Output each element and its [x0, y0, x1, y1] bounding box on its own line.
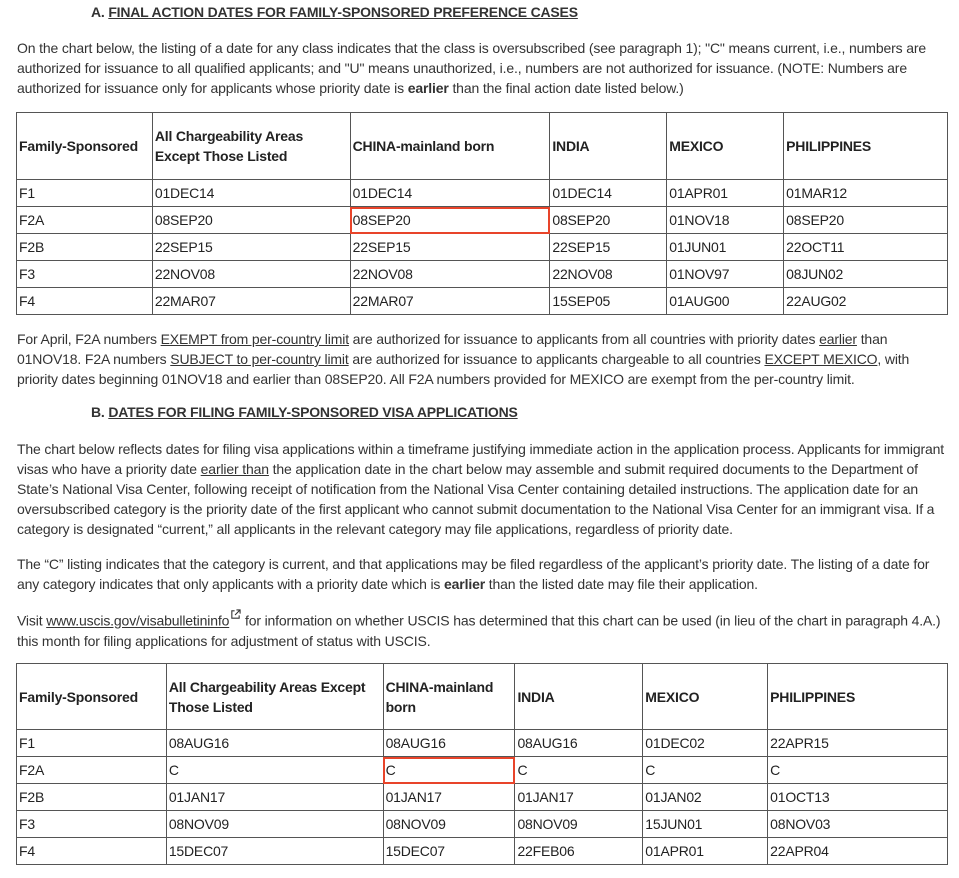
final-action-dates-table — [16, 112, 948, 315]
date-cell: 08JUN02 — [784, 261, 948, 288]
date-cell: 08AUG16 — [515, 730, 643, 757]
category-cell: F4 — [17, 288, 153, 315]
header-cell: All Chargeability Areas Except Those Listed — [152, 113, 350, 180]
date-cell: 01APR01 — [643, 838, 768, 865]
date-cell: 01JAN02 — [643, 784, 768, 811]
date-cell: 01JAN17 — [515, 784, 643, 811]
date-cell: 01APR01 — [667, 180, 784, 207]
date-cell: 08AUG16 — [383, 730, 515, 757]
bold-text: earlier — [407, 80, 449, 96]
table-header-row — [17, 664, 948, 730]
table-row — [17, 234, 948, 261]
text-run: than the listed date may file their application. — [485, 576, 758, 592]
date-cell: 15JUN01 — [643, 811, 768, 838]
date-cell: 01NOV18 — [667, 207, 784, 234]
date-cell: 01NOV97 — [667, 261, 784, 288]
section-b-paragraph-3 — [17, 609, 945, 651]
date-cell: 15DEC07 — [166, 838, 383, 865]
header-cell: All Chargeability Areas Except Those Listed — [166, 664, 383, 730]
header-cell: MEXICO — [643, 664, 768, 730]
date-cell: 01MAR12 — [784, 180, 948, 207]
table-header-row — [17, 113, 948, 180]
text-run: than 01NOV18. F2A numbers — [17, 331, 888, 367]
date-cell: 08NOV09 — [383, 811, 515, 838]
date-cell: 22APR15 — [768, 730, 948, 757]
section-b-paragraph-2 — [17, 554, 945, 594]
date-cell: 08AUG16 — [166, 730, 383, 757]
underlined-text: EXEMPT from per-country limit — [160, 331, 349, 347]
text-run: are authorized for issuance to applicants from all countries with priority dates — [348, 331, 820, 347]
date-cell: 15DEC07 — [383, 838, 515, 865]
category-cell: F2A — [17, 207, 153, 234]
date-cell: 01DEC14 — [350, 180, 550, 207]
date-cell: C — [768, 757, 948, 784]
category-cell: F3 — [17, 261, 153, 288]
external-link-icon — [230, 609, 241, 620]
text-run: On the chart below, the listing of a date for any class indicates that the class is oversubscribed (see paragraph 1); "C" means current, i.e., numbers are authorized for issuance to all qualified applicants; and "U" means unauthorized, i.e., numbers are not authorized for issuance. (NOTE: Numbers are authorized for issuance only for applicants whose priority date is — [17, 40, 926, 96]
section-a-label: A. — [91, 4, 105, 20]
date-cell: 08NOV09 — [515, 811, 643, 838]
section-a-heading — [91, 4, 578, 20]
text-run: the application date in the chart below may assemble and submit required documents to the Department of State’s National Visa Center, following receipt of notification from the National Visa Center containing detailed instructions. The application date for an oversubscribed category is the priority date of the first applicant who cannot submit documentation to the National Visa Center for an immigrant visa. If a category is designated “current,” all applicants in the relevant category may file applications, regardless of priority date. — [17, 461, 935, 537]
section-b-title: DATES FOR FILING FAMILY-SPONSORED VISA APPLICATIONS — [108, 404, 518, 420]
date-cell: 22OCT11 — [784, 234, 948, 261]
text-run: For April, F2A numbers — [17, 331, 161, 347]
date-cell: 22NOV08 — [550, 261, 667, 288]
date-cell: C — [515, 757, 643, 784]
header-cell: INDIA — [515, 664, 643, 730]
date-cell: 15SEP05 — [550, 288, 667, 315]
date-cell: 08NOV03 — [768, 811, 948, 838]
date-cell: C — [643, 757, 768, 784]
date-cell: 22SEP15 — [152, 234, 350, 261]
table-row — [17, 207, 948, 234]
date-cell: 08SEP20 — [152, 207, 350, 234]
date-cell: C — [166, 757, 383, 784]
underlined-text: earlier — [819, 331, 857, 347]
date-cell: C — [383, 757, 515, 784]
category-cell: F1 — [17, 180, 153, 207]
category-cell: F1 — [17, 730, 167, 757]
table-row — [17, 811, 948, 838]
category-cell: F2A — [17, 757, 167, 784]
date-cell: 01JAN17 — [166, 784, 383, 811]
date-cell: 22AUG02 — [784, 288, 948, 315]
header-cell: Family-Sponsored — [17, 664, 167, 730]
visa-bulletin-info-link[interactable]: www.uscis.gov/visabulletininfo — [46, 612, 230, 629]
table-row — [17, 180, 948, 207]
date-cell: 08NOV09 — [166, 811, 383, 838]
header-cell: CHINA-mainland born — [383, 664, 515, 730]
underlined-text: EXCEPT MEXICO — [764, 351, 878, 367]
date-cell: 08SEP20 — [350, 207, 550, 234]
date-cell: 22MAR07 — [350, 288, 550, 315]
text-run: are authorized for issuance to applicants chargeable to all countries — [348, 351, 765, 367]
section-b-paragraph-1 — [17, 439, 945, 539]
date-cell: 22FEB06 — [515, 838, 643, 865]
date-cell: 22SEP15 — [550, 234, 667, 261]
date-cell: 08SEP20 — [784, 207, 948, 234]
dates-for-filing-table — [16, 663, 948, 865]
date-cell: 22SEP15 — [350, 234, 550, 261]
date-cell: 01DEC14 — [550, 180, 667, 207]
text-run: , with priority dates beginning 01NOV18 and earlier than 08SEP20. All F2A numbers provided for MEXICO are exempt from the per-country limit. — [17, 351, 910, 387]
date-cell: 01AUG00 — [667, 288, 784, 315]
table-row — [17, 261, 948, 288]
section-a-intro — [17, 38, 945, 98]
category-cell: F4 — [17, 838, 167, 865]
text-run: The “C” listing indicates that the category is current, and that applications may be filed regardless of the applicant’s priority date. The listing of a date for any category indicates that only applicants with a priority date which is — [17, 556, 930, 592]
date-cell: 22NOV08 — [152, 261, 350, 288]
header-cell: INDIA — [550, 113, 667, 180]
date-cell: 01OCT13 — [768, 784, 948, 811]
section-b-heading — [91, 404, 518, 420]
header-cell: Family-Sponsored — [17, 113, 153, 180]
underlined-text: earlier than — [200, 461, 269, 477]
date-cell: 01DEC02 — [643, 730, 768, 757]
section-b-label: B. — [91, 404, 105, 420]
header-cell: PHILIPPINES — [784, 113, 948, 180]
header-cell: PHILIPPINES — [768, 664, 948, 730]
section-a-note — [17, 329, 945, 389]
header-cell: MEXICO — [667, 113, 784, 180]
table-row — [17, 288, 948, 315]
table-row — [17, 838, 948, 865]
date-cell: 01JUN01 — [667, 234, 784, 261]
text-run: than the final action date listed below.) — [448, 80, 684, 96]
header-cell: CHINA-mainland born — [350, 113, 550, 180]
bold-text: earlier — [444, 576, 486, 592]
category-cell: F3 — [17, 811, 167, 838]
date-cell: 22APR04 — [768, 838, 948, 865]
date-cell: 08SEP20 — [550, 207, 667, 234]
date-cell: 22NOV08 — [350, 261, 550, 288]
text-run: The chart below reflects dates for filing visa applications within a timeframe justifying immediate action in the application process. Applicants for immigrant visas who have a priority date — [17, 441, 945, 477]
date-cell: 01JAN17 — [383, 784, 515, 811]
table-row — [17, 784, 948, 811]
date-cell: 01DEC14 — [152, 180, 350, 207]
underlined-text: SUBJECT to per-country limit — [170, 351, 349, 367]
category-cell: F2B — [17, 784, 167, 811]
table-row — [17, 757, 948, 784]
text-run: Visit — [17, 612, 47, 629]
table-row — [17, 730, 948, 757]
category-cell: F2B — [17, 234, 153, 261]
text-run: for information on whether USCIS has determined that this chart can be used (in lieu of the chart in paragraph 4.A.) this month for filing applications for adjustment of status with USCIS. — [17, 612, 941, 649]
date-cell: 22MAR07 — [152, 288, 350, 315]
section-a-title: FINAL ACTION DATES FOR FAMILY-SPONSORED PREFERENCE CASES — [108, 4, 578, 20]
